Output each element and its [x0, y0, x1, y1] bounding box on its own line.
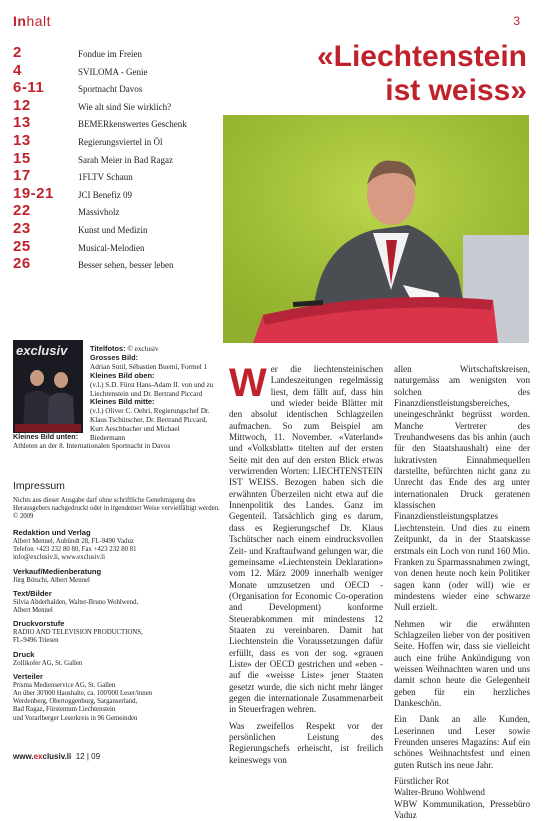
- headline-line-2: ist weiss»: [385, 74, 527, 107]
- toc-label: Wie alt sind Sie wirklich?: [78, 101, 172, 112]
- headline-line-1: «Liechtenstein: [316, 40, 527, 73]
- section-title: Inhalt: [13, 13, 52, 29]
- impressum-block: [13, 589, 223, 615]
- toc-label: Sarah Meier in Bad Ragaz: [78, 154, 173, 165]
- article-paragraph: Nehmen wir die erwähnten Schlagzeilen lieber von der positiven Seite. Hoffen wir, dass sie vielleicht auch eine frühe Ankündigung von weissen Weihnachten waren und uns damit schon heute die Gelegenheit geben für ein herzliches Dankeschön.: [394, 618, 530, 708]
- impressum-block: [13, 672, 223, 723]
- toc-page-number: 15: [13, 149, 31, 167]
- impressum-heading: Verkauf/Medienberatung: [13, 566, 102, 576]
- toc-item: [13, 97, 223, 115]
- toc-item: [13, 44, 223, 62]
- impressum-line: und Vorarlberger Leserkreis in 96 Gemeinden: [13, 714, 138, 722]
- toc-label: Massivholz: [78, 207, 120, 218]
- impressum-heading: Text/Bilder: [13, 588, 52, 598]
- impressum-title: Impressum: [13, 480, 65, 492]
- caption-credit: © exclusiv: [125, 345, 159, 353]
- impressum-block: [13, 528, 223, 563]
- impressum-line: Werdenberg, Obertoggenburg, Sarganserland,: [13, 698, 138, 706]
- toc-item: [13, 220, 223, 238]
- toc-page-number: 22: [13, 202, 31, 220]
- signature-line-1: Fürstlicher Rot: [394, 776, 449, 787]
- signature-line-3: WBW Kommunikation, Pressebüro Vaduz: [394, 798, 530, 821]
- table-of-contents: [13, 44, 223, 273]
- dropcap: W: [229, 361, 267, 405]
- toc-item: [13, 238, 223, 256]
- toc-label: JCI Benefiz 09: [78, 189, 132, 200]
- toc-item: [13, 114, 223, 132]
- toc-label: 1FLTV Schaun: [78, 172, 133, 183]
- toc-item: [13, 132, 223, 150]
- toc-page-number: 13: [13, 114, 31, 132]
- impressum-note: Nichts aus dieser Ausgabe darf ohne schriftliche Genehmigung des Herausgebers nachgedruckt oder in irgendeiner Weise vervielfältigt werden. © 2009: [13, 497, 220, 521]
- page-footer: [13, 752, 100, 761]
- toc-page-number: 19-21: [13, 184, 54, 202]
- toc-label: SVILOMA - Genie: [78, 66, 148, 77]
- impressum-line: Bad Ragaz, Fürstentum Liechtenstein: [13, 706, 116, 714]
- impressum-line: FL-9496 Triesen: [13, 637, 59, 645]
- article-column-1: [229, 361, 383, 771]
- caption-heading: Titelfotos:: [90, 344, 126, 353]
- toc-label: BEMERkenswertes Geschenk: [78, 119, 187, 130]
- article-paragraph: Was zweifellos Respekt vor der persönlichen Leistung des Regierungschefs erheischt, ist freilich keineswegs von: [229, 720, 383, 765]
- impressum-line: An über 30'000 Haushalte, ca. 100'000 Leser/innen: [13, 690, 153, 698]
- toc-item: [13, 185, 223, 203]
- impressum-block: [13, 650, 223, 668]
- toc-item: [13, 79, 223, 97]
- toc-label: Regierungsviertel in Öl: [78, 136, 163, 147]
- toc-item: [13, 62, 223, 80]
- toc-item: [13, 202, 223, 220]
- cover-caption: [90, 345, 216, 443]
- impressum-line: info@exclusiv.li, www.exclusiv.li: [13, 554, 105, 562]
- article-paragraph: er die liechtensteinischen Landeszeitungen regelmässig liest, dem fällt auf, dass hin und wieder beide Blätter mit den absolut identischen Schlagzeilen aufmachen. So zum Beispiel am Mittwoch, 11. November. «Vaterland» und «Volksblatt» titelten auf der ersten Seite mit den auf den ersten Blick etwas verwirrenden Worten: LIECHTENSTEIN IST WEISS. Bezogen haben sich die erwähnten Überzeilen nicht etwa auf die Innenpolitik des Landes. Ganz im Gegenteil. Tatsächlich ging es darum, dass es Regierungschef Dr. Klaus Tschütscher nach einem eindrucksvollen Zeit- und Kraftaufwand gelungen war, die gemeinsame «Liechtenstein Deklaration» vom 12. März 2009 innerhalb weniger Monate umzusetzen und OECD - (Organisation for Economic Co-operation and Development) konforme Steuerabkommen mit mindestens 12 Staaten zu vereinbaren. Damit hat Liechtenstein die Voraussetzungen dafür erfüllt, dass es von der sog. «grauen Liste» der OECD gestrichen und «eben -auf die «weisse Liste» jener Staaten gesetzt wurde, die sich nicht mehr länger gegen die internationale Zusammenarbeit in Steuerfragen wehren.: [229, 364, 383, 715]
- cover-caption-continued: [13, 433, 218, 451]
- impressum-line: Telefon +423 232 80 80, Fax +423 232 80 81: [13, 546, 137, 554]
- footer-ex: ex: [33, 752, 43, 761]
- footer-www: www.: [13, 752, 34, 761]
- article-column-2: [394, 364, 530, 821]
- toc-page-number: 2: [13, 44, 22, 61]
- impressum-heading: Druckvorstufe: [13, 619, 65, 629]
- caption-unten-label: Kleines Bild unten:: [13, 432, 79, 441]
- impressum-line: Prisma Medienservice AG, St. Gallen: [13, 681, 116, 689]
- page-number: 3: [513, 14, 520, 28]
- toc-label: Fondue im Freien: [78, 49, 142, 59]
- toc-label: Kunst und Medizin: [78, 224, 148, 235]
- article-paragraph: Ein Dank an alle Kunden, Leserinnen und Leser sowie Freunden unseres Magazins: Auf ein schönes Weihnachtsfest und einen guten Rutsch ins neue Jahr.: [394, 714, 530, 770]
- toc-page-number: 6-11: [13, 79, 45, 97]
- caption-oben-label: Kleines Bild oben:: [90, 370, 155, 380]
- toc-item: [13, 150, 223, 168]
- caption-mitte-text: (v.l.) Oliver C. Oehri, Regierungschef Dr. Klaus Tschütscher, Dr. Bertrand Piccard, Kurt Aeschbacher und Michael Biedermann: [90, 407, 210, 443]
- footer-issue: 12 | 09: [75, 752, 101, 761]
- toc-item: [13, 167, 223, 185]
- caption-unten-text: Athleten an der 8. Internationalen Sportnacht in Davos: [13, 441, 171, 450]
- toc-page-number: 4: [13, 61, 22, 79]
- impressum-block: [13, 567, 223, 585]
- impressum-line: RADIO AND TELEVISION PRODUCTIONS,: [13, 629, 143, 637]
- article-headline: [215, 40, 527, 108]
- toc-page-number: 26: [13, 255, 31, 273]
- impressum-line: Albert Mennel, Aubündt 28, FL-9490 Vaduz: [13, 538, 134, 545]
- caption-grosses-text: Adrian Sutil, Sébastien Buemi, Formel 1: [90, 362, 208, 371]
- toc-label: Sportnacht Davos: [78, 84, 143, 95]
- cover-logo: exclusiv: [16, 343, 68, 358]
- toc-page-number: 17: [13, 167, 31, 185]
- toc-item: [13, 255, 223, 273]
- caption-grosses-label: Grosses Bild:: [90, 352, 139, 362]
- impressum-block: [13, 619, 223, 645]
- signature-line-2: Walter-Bruno Wohlwend: [394, 787, 485, 798]
- toc-page-number: 12: [13, 96, 31, 114]
- impressum-line: Jürg Bötschi, Albert Mennel: [13, 576, 90, 584]
- article-paragraph: allen Wirtschaftskreisen, naturgemäss am wenigsten von solchen des Finanzdienstleistungsbereiches, uneingeschränkt begrüsst worden. Manche Vertreter des Treuhandwesens das bis anhin (auch für den Staatshaushalt) eine der lukrativsten Einnahmequellen darstellte, befürchten nicht ganz zu Unrecht das Ende des arg unter internationalen Druck geratenen klassischen Finanzdienstleistungsplatzes Liechtenstein. Und dies zu einem Zeitpunkt, da in der Staatskasse erstmals ein Loch von rund 160 Mio. Franken zu Sparmassnahmen zwingt, von denen heute noch kein Politiker sagen kann (oder will) wie er mindestens wieder eine schwarze Null erzielt.: [394, 364, 530, 613]
- impressum-line: Silvia Abderhalden, Walter-Bruno Wohlwend,: [13, 598, 139, 606]
- impressum-line: Zollikofer AG, St. Gallen: [13, 659, 83, 667]
- toc-page-number: 23: [13, 219, 31, 237]
- impressum-heading: Verteiler: [13, 671, 43, 681]
- toc-page-number: 25: [13, 237, 31, 255]
- toc-label: Besser sehen, besser leben: [78, 260, 174, 271]
- toc-page-number: 13: [13, 131, 31, 149]
- impressum-blocks: [13, 528, 223, 727]
- impressum-heading: Druck: [13, 649, 35, 659]
- caption-mitte-label: Kleines Bild mitte:: [90, 397, 155, 407]
- toc-label: Musical-Melodien: [78, 242, 145, 253]
- cover-thumbnail: [13, 340, 83, 433]
- impressum-heading: Redaktion und Verlag: [13, 528, 91, 537]
- footer-domain: clusiv.li: [42, 752, 72, 761]
- caption-oben-text: (v.l.) S.D. Fürst Hans-Adam II. von und zu Liechtenstein und Dr. Bertrand Piccard: [90, 380, 214, 398]
- article-photo: [223, 115, 529, 343]
- impressum-line: Albert Mennel: [13, 607, 53, 615]
